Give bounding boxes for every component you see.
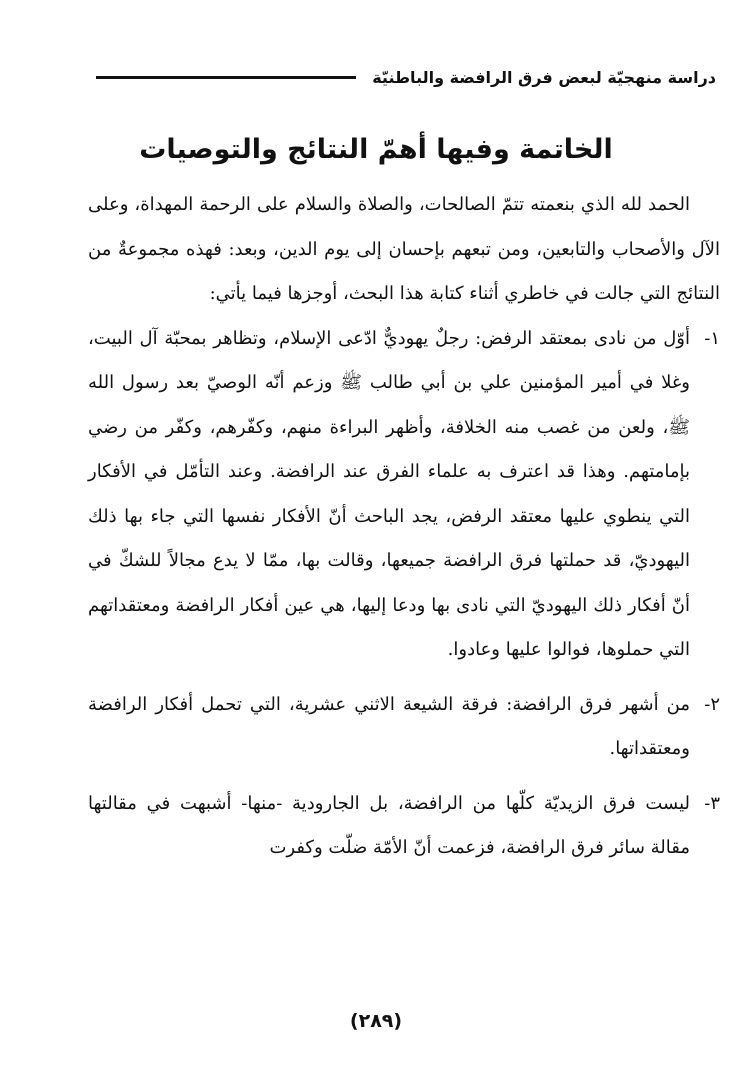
list-item: [88, 782, 720, 871]
running-title: دراسة منهجيّة لبعض فرق الرافضة والباطنيّة: [372, 67, 716, 87]
header-rule: [96, 76, 356, 79]
body-text: [88, 183, 720, 871]
item-text: ليست فرق الزيديّة كلّها من الرافضة، بل الجارودية -منها- أشبهت في مقالتها مقالة سائر فرق الرافضة، فزعمت أنّ الأمّة ضلّت وكفرت: [88, 792, 690, 858]
item-number: ٣-: [704, 792, 720, 814]
intro-paragraph: الحمد لله الذي بنعمته تتمّ الصالحات، والصلاة والسلام على الرحمة المهداة، وعلى الآل والأصحاب والتابعين، ومن تبعهم بإحسان إلى يوم الدين، وبعد: فهذه مجموعةٌ من النتائج التي جالت في خاطري أثناء كتابة هذا البحث، أوجزها فيما يأتي:: [88, 194, 720, 304]
list-item: [88, 317, 720, 673]
list-item: [88, 683, 720, 772]
item-text: من أشهر فرق الرافضة: فرقة الشيعة الاثني عشرية، التي تحمل أفكار الرافضة ومعتقداتها.: [88, 693, 690, 759]
item-number: ١-: [704, 327, 720, 349]
section-title: الخاتمة وفيها أهمّ النتائج والتوصيات: [139, 134, 613, 165]
item-text: أوّل من نادى بمعتقد الرفض: رجلٌ يهوديٌّ ادّعى الإسلام، وتظاهر بمحبّة آل البيت، وغلا في أمير المؤمنين علي بن أبي طالب ﷺ وزعم أنّه الوصيّ بعد رسول الله ﷺ، ولعن من غصب منه الخلافة، وأظهر البراءة منهم، وكفّرهم، وكفّر من رضي بإمامتهم. وهذا قد اعترف به علماء الفرق عند الرافضة. وعند التأمّل في الأفكار التي ينطوي عليها معتقد الرفض، يجد الباحث أنّ الأفكار نفسها التي جاء بها ذلك اليهوديّ، قد حملتها فرق الرافضة جميعها، وقالت بها، ممّا لا يدع مجالاً للشكّ في أنّ أفكار ذلك اليهوديّ التي نادى بها ودعا إليها، هي عين أفكار الرافضة ومعتقداتهم التي حملوها، فوالوا عليها وعادوا.: [88, 327, 690, 660]
item-number: ٢-: [704, 693, 720, 715]
page-number: (٢٨٩): [349, 1010, 403, 1032]
running-header: [96, 60, 716, 94]
